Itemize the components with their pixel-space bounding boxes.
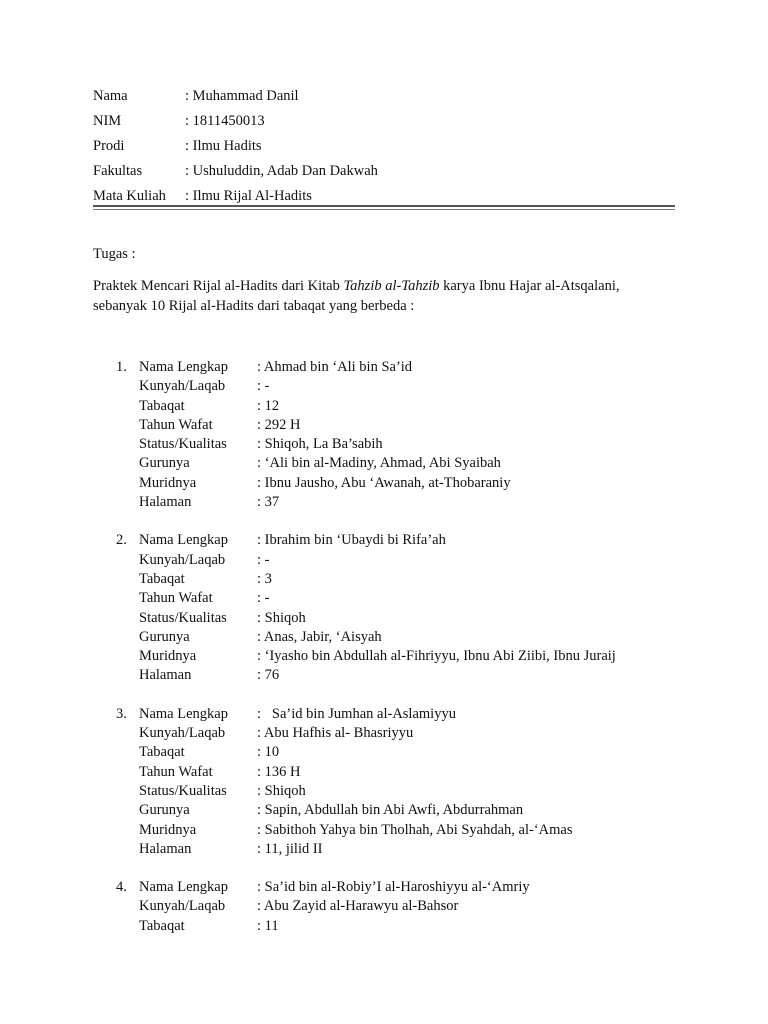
field-label: Gurunya [139,628,190,645]
field-label: Kunyah/Laqab [139,551,226,568]
field-row [0,474,768,493]
info-value: : 1811450013 [185,113,265,129]
field-label: Tabaqat [139,570,185,587]
field-row [0,763,768,782]
field-row [0,724,768,743]
field-value: : 292 H [257,416,301,433]
field-label: Tahun Wafat [139,763,213,780]
rijal-list [0,358,768,955]
info-label: NIM [93,113,122,129]
info-row-nim [93,111,378,136]
field-value: : ‘Iyasho bin Abdullah al-Fihriyyu, Ibnu Abi Ziibi, Ibnu Juraij [257,648,616,665]
field-value: : - [257,378,270,395]
field-label: Nama Lengkap [139,879,228,896]
field-row [0,551,768,570]
field-row [0,705,768,724]
list-item [0,531,768,685]
field-label: Gurunya [139,802,190,819]
field-label: Muridnya [139,474,197,491]
field-row [0,377,768,396]
field-value: : - [257,551,270,568]
field-row [0,878,768,897]
field-label: Tabaqat [139,744,185,761]
info-row-prodi [93,136,378,161]
field-value: : Sapin, Abdullah bin Abi Awfi, Abdurrahman [257,802,524,819]
info-value: : Ilmu Rijal Al-Hadits [185,188,312,204]
field-row [0,609,768,628]
field-value: : Shiqoh [257,782,306,799]
info-value: : Ilmu Hadits [185,138,262,154]
field-row [0,493,768,512]
item-number: 2. [116,532,127,549]
info-row-fakultas [93,161,378,186]
info-label: Mata Kuliah [93,188,166,204]
assignment-description [93,276,693,316]
field-value: : 11, jilid II [257,840,323,857]
field-label: Nama Lengkap [139,532,228,549]
field-row [0,531,768,550]
field-row [0,666,768,685]
field-value: : 12 [257,397,280,414]
field-value: : 11 [257,917,279,934]
field-label: Muridnya [139,821,197,838]
field-value: : Sa’id bin al-Robiy’I al-Haroshiyyu al-‘Amriy [257,879,530,896]
field-row [0,454,768,473]
field-label: Kunyah/Laqab [139,378,226,395]
info-row-mata-kuliah [93,186,378,211]
student-info [93,86,378,211]
field-value: : 136 H [257,763,301,780]
field-value: : Ibnu Jausho, Abu ‘Awanah, at-Thobaraniy [257,474,511,491]
field-label: Nama Lengkap [139,705,228,722]
list-item [0,705,768,859]
field-row [0,397,768,416]
item-number: 1. [116,359,127,375]
field-row [0,821,768,840]
field-value: : 37 [257,494,280,511]
field-row [0,589,768,608]
field-row [0,801,768,820]
list-item [0,358,768,512]
info-row-nama [93,86,378,111]
field-row [0,840,768,859]
field-label: Tahun Wafat [139,416,213,433]
field-value: : Abu Zayid al-Harawyu al-Bahsor [257,898,459,915]
field-value: : Sa’id bin Jumhan al-Aslamiyyu [257,705,456,722]
field-label: Status/Kualitas [139,782,227,799]
field-value: : Ibrahim bin ‘Ubaydi bi Rifa’ah [257,532,446,549]
field-value: : Anas, Jabir, ‘Aisyah [257,628,382,645]
field-value: : Abu Hafhis al- Bhasriyyu [257,725,414,742]
field-row [0,570,768,589]
field-value: : 3 [257,570,272,587]
intro-line-2: sebanyak 10 Rijal al-Hadits dari tabaqat yang berbeda : [93,298,415,314]
field-label: Tabaqat [139,917,185,934]
info-value: : Muhammad Danil [185,88,299,104]
intro-text: karya Ibnu Hajar al-Atsqalani, [439,278,620,294]
field-value: : Sabithoh Yahya bin Tholhah, Abi Syahdah, al-‘Amas [257,821,573,838]
item-number: 4. [116,879,127,896]
field-value: : Shiqoh, La Ba’sabih [257,436,383,453]
field-label: Muridnya [139,648,197,665]
field-label: Halaman [139,667,192,684]
field-value: : ‘Ali bin al-Madiny, Ahmad, Abi Syaibah [257,455,501,472]
info-label: Fakultas [93,163,143,179]
field-row [0,917,768,936]
field-label: Tahun Wafat [139,590,213,607]
field-row [0,416,768,435]
field-value: : Shiqoh [257,609,306,626]
list-item [0,878,768,936]
field-label: Status/Kualitas [139,436,227,453]
intro-text: Praktek Mencari Rijal al-Hadits dari Kitab [93,278,344,294]
item-number: 3. [116,705,127,722]
book-title: Tahzib al-Tahzib [343,278,440,294]
field-label: Halaman [139,494,192,511]
header-divider-thick [93,205,675,207]
field-row [0,782,768,801]
field-value: : 76 [257,667,280,684]
field-row [0,358,768,377]
tugas-heading: Tugas : [93,246,136,262]
info-label: Prodi [93,138,125,154]
field-row [0,435,768,454]
field-row [0,628,768,647]
field-label: Kunyah/Laqab [139,898,226,915]
field-value: : - [257,590,270,607]
field-label: Halaman [139,840,192,857]
field-label: Tabaqat [139,397,185,414]
info-value: : Ushuluddin, Adab Dan Dakwah [185,163,378,179]
field-label: Nama Lengkap [139,359,228,375]
field-row [0,647,768,666]
field-label: Kunyah/Laqab [139,725,226,742]
field-label: Status/Kualitas [139,609,227,626]
header-divider-thin [93,209,675,210]
field-row [0,743,768,762]
field-value: : 10 [257,744,280,761]
field-row [0,897,768,916]
intro-line-1 [93,276,693,296]
field-value: : Ahmad bin ‘Ali bin Sa’id [257,359,413,375]
field-label: Gurunya [139,455,190,472]
info-label: Nama [93,88,128,104]
